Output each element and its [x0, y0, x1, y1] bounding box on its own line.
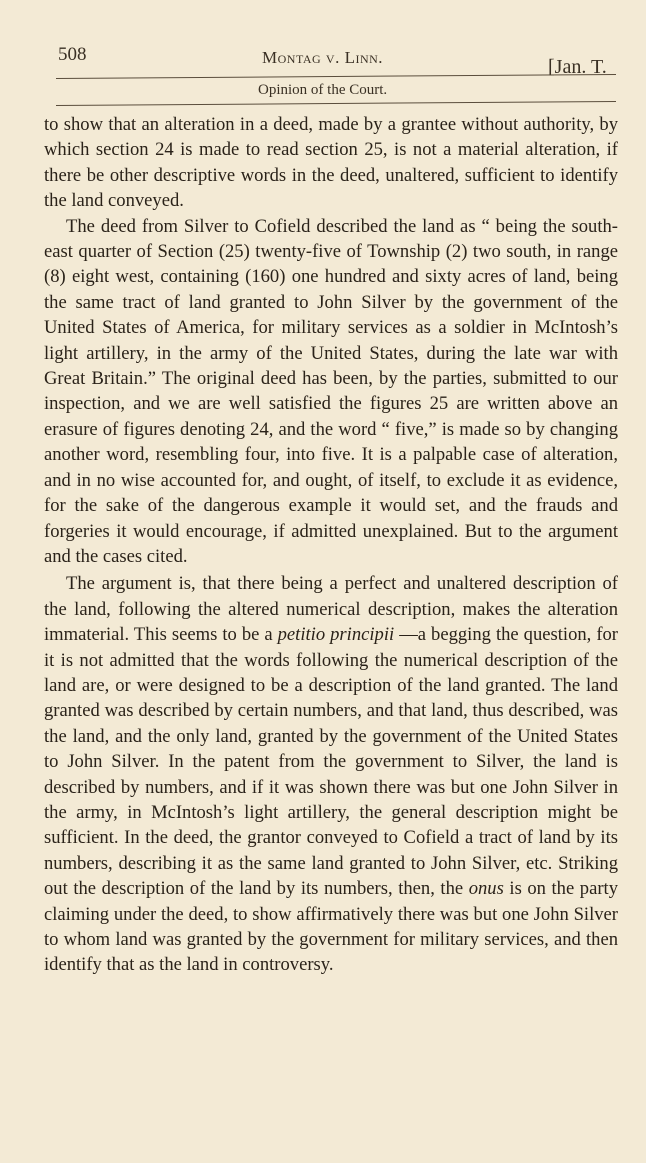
latin-phrase: petitio principii [277, 624, 395, 646]
opinion-heading: Opinion of the Court. [258, 82, 388, 98]
paragraph-3-part-1: The argument is, that there being a perfect and unaltered description of the land, following the altered numerical description, makes the alteration immaterial. This seems to be a [44, 573, 618, 646]
page-number: 508 [58, 44, 87, 65]
running-title: Montag v. Linn. [262, 48, 384, 67]
onus-term: onus [468, 878, 504, 900]
paragraph-3-part-3: is on the party claiming under the deed, to show affirmatively there was but one John Silver to whom land was granted by the government for military services, and then identify that as the land in controversy. [44, 878, 618, 976]
header-rule-top [56, 74, 616, 79]
opinion-text [44, 112, 618, 978]
header-rule-bottom [56, 101, 616, 106]
court-term: [Jan. T. [548, 56, 607, 78]
paragraph-3-part-2: —a begging the question, for it is not admitted that the words following the numerical description of the land are, or were designed to be a description of the land granted. The land granted was described by certain numbers, and that land, thus described, was the land, and the only land, granted by the government of the United States to John Silver. In the patent from the government to Silver, the land is described by numbers, and if it was shown there was but one John Silver in the army, in McIntosh’s light artillery, the general description might be sufficient. In the deed, the grantor conveyed to Cofield a tract of land by its numbers, describing it as the same land granted to John Silver, etc. Striking out the description of the land by its numbers, then, the [44, 624, 618, 900]
page-header [0, 0, 646, 110]
paragraph-2: The deed from Silver to Cofield described the land as “ being the south-east quarter of Section (25) twenty-five of Township (2) two south, in range (8) eight west, containing (160) one hundred and sixty acres of land, being the same tract of land granted to John Silver by the government of the United States of America, for military services as a soldier in McIntosh’s light artillery, in the army of the United States, during the late war with Great Britain.” The original deed has been, by the parties, submitted to our inspection, and we are well satisfied the figures 25 are written above an erasure of figures denoting 24, and the word “ five,” is made so by changing another word, resembling four, into five. It is a palpable case of alteration, and in no wise accounted for, and ought, of itself, to exclude it as evidence, for the sake of the dangerous example it would set, and the frauds and forgeries it would encourage, if admitted unexplained. But to the argument and the cases cited. [44, 215, 618, 567]
paragraph-1: to show that an alteration in a deed, made by a grantee without authority, by which section 24 is made to read section 25, is not a material alteration, if there be other descriptive words in the deed, unaltered, sufficient to identify the land conveyed. [44, 114, 618, 212]
paragraph-3 [44, 571, 618, 978]
